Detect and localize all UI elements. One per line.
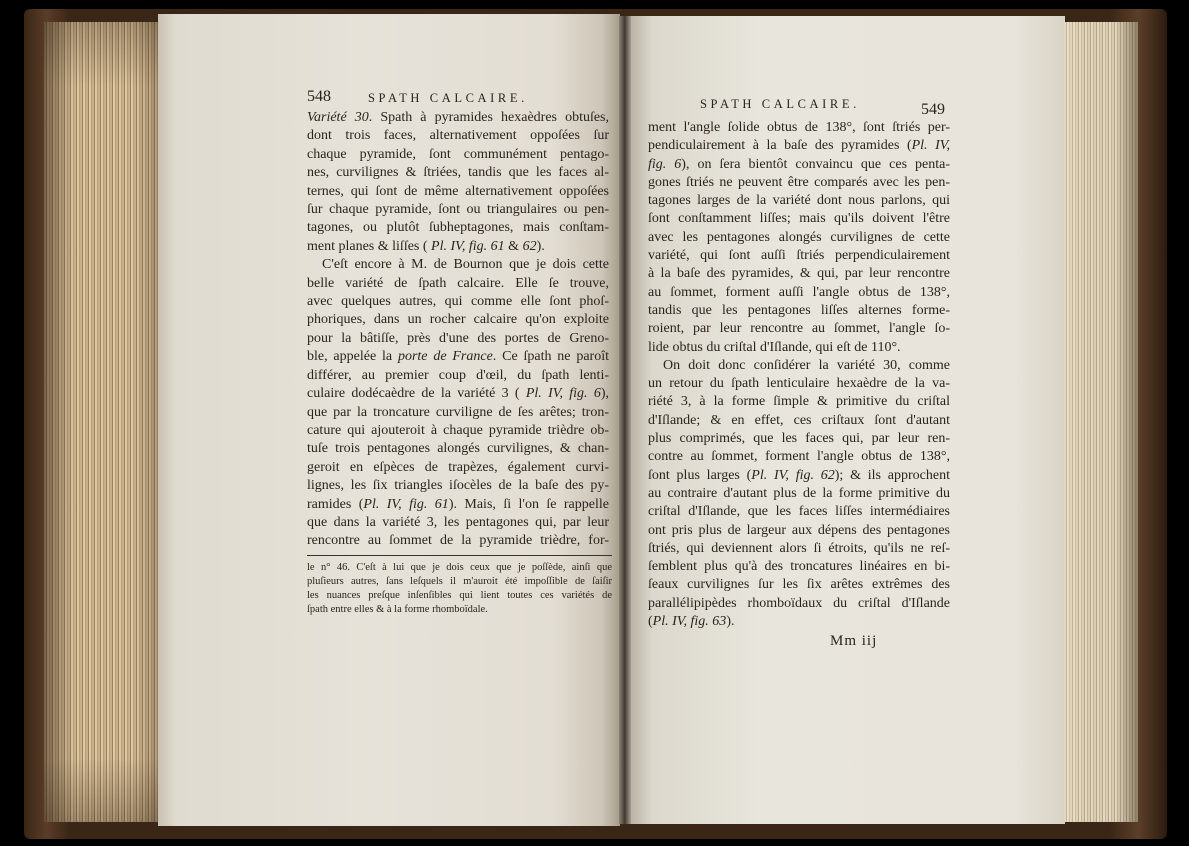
text-line: ont pris plus de largeur aux dépens des pentagones	[648, 522, 950, 538]
italic-text: porte de France	[397, 349, 493, 365]
text-line	[307, 348, 609, 366]
text-column-left	[307, 109, 609, 551]
italic-text: 62	[522, 238, 537, 254]
page-number-left: 548	[307, 88, 331, 105]
italic-text: Pl. IV, fig. 61	[431, 238, 505, 254]
text-line	[648, 467, 950, 485]
text-line: roient, par leur rencontre au ſommet, l'angle ſo-	[648, 321, 950, 337]
text-line: à la baſe des pyramides, & qui, par leur rencontre	[648, 266, 950, 282]
text-line: avec les pentagones alongés curvilignes de cette	[648, 229, 950, 245]
text-segment: culaire dodécaèdre de la variété 3 (	[307, 386, 526, 402]
text-line: ſemblent plus qu'à des troncatures linéaires en bi-	[648, 559, 950, 575]
text-segment: ).	[536, 238, 545, 254]
italic-text: Pl. IV, fig. 63	[652, 614, 727, 630]
text-line: ſur chaque pyramide, ſont ou triangulaires ou pen-	[307, 202, 609, 218]
text-line: d'Iſlande; & en effet, ces criſtaux ſont d'autant	[648, 412, 950, 428]
text-segment: ramides (	[307, 496, 364, 512]
italic-text: Pl. IV, fig. 61	[363, 496, 449, 512]
italic-text: Pl. IV, fig. 62	[751, 467, 835, 483]
italic-text: Variété 30	[307, 110, 369, 125]
paragraph	[307, 109, 609, 256]
text-line: criſtal d'Iſlande, que les faces liſſes intermédiaires	[648, 504, 950, 520]
text-line: C'eſt encore à M. de Bournon que je dois cette	[322, 257, 609, 273]
paragraph	[648, 357, 950, 631]
page-number-right: 549	[921, 101, 945, 118]
text-segment: (	[648, 614, 653, 630]
text-line: contre au ſommet, forment l'angle obtus de 138°,	[648, 449, 950, 465]
text-column-right	[648, 119, 950, 631]
text-line: plus comprimés, que les faces qui, par leur ren-	[648, 431, 950, 447]
text-line: tagones larges de la variété dont nous parlons, qui	[648, 193, 950, 209]
text-segment: ſont plus larges (	[648, 467, 752, 483]
text-segment: . Spath à pyramides hexaèdres obtuſes,	[368, 110, 610, 125]
text-line	[648, 613, 950, 631]
text-line: tagones, ou plutôt ſubheptagones, mais conſtam-	[307, 220, 609, 236]
text-line	[307, 238, 609, 256]
text-line: chaque pyramide, ſont communément pentago-	[307, 146, 609, 162]
text-line: dont trois faces, alternativement oppoſées ſur	[307, 128, 609, 144]
text-line	[307, 109, 609, 127]
footnote	[307, 561, 612, 617]
text-line: différer, au premier coup d'œil, du ſpath lenti-	[307, 367, 609, 383]
text-line: ſont conſtamment liſſes; mais qu'ils doivent l'être	[648, 211, 950, 227]
text-line: nes, curvilignes & ſtriées, tandis que les faces al-	[307, 165, 609, 181]
italic-text: fig. 6	[648, 156, 682, 172]
text-line	[307, 496, 609, 514]
text-line: belle variété de ſpath calcaire. Elle ſe trouve,	[307, 275, 609, 291]
running-head-left: SPATH CALCAIRE.	[368, 91, 528, 105]
text-line: geroit en eſpèces de trapèzes, également curvi-	[307, 459, 609, 475]
text-line: le n° 46. C'eſt à lui que je dois ceux que je poſſède, ainſi que	[307, 562, 612, 573]
right-page-edges	[1064, 22, 1138, 822]
text-segment: ment planes & liſſes (	[307, 238, 432, 254]
text-line: riété 3, à la forme ſimple & primitive du criſtal	[648, 394, 950, 410]
text-segment: &	[504, 238, 523, 254]
paragraph	[307, 256, 609, 551]
text-line: phoriques, dans un rocher calcaire qu'on exploite	[307, 312, 609, 328]
text-line: un retour du ſpath lenticulaire hexaèdre de la va-	[648, 376, 950, 392]
text-line: pour la bâtiſſe, près d'une des portes de Greno-	[307, 330, 609, 346]
text-line: rencontre au ſommet de la pyramide trièdre, for-	[307, 533, 609, 549]
text-line: les nuances preſque inſenſibles qui lient toutes ces variétés de	[307, 590, 612, 601]
footnote-rule	[307, 555, 612, 556]
footnote-paragraph	[307, 561, 612, 617]
text-segment: ble, appelée la	[307, 349, 398, 365]
text-segment: pendiculairement à la baſe des pyramides (	[648, 138, 912, 154]
text-line: pluſieurs autres, ſans leſquels il m'auroit été impoſſible de ſaiſir	[307, 576, 612, 587]
text-line: lide obtus du criſtal d'Iſlande, qui eſt de 110°.	[648, 339, 901, 355]
text-line: ſpath entre elles & à la forme rhomboïdale.	[307, 604, 488, 615]
signature-mark: Mm iij	[830, 633, 878, 649]
text-segment: ). Mais, ſi l'on ſe rappelle	[448, 496, 609, 512]
italic-text: Pl. IV, fig. 6	[525, 386, 601, 402]
text-segment: ).	[726, 614, 735, 630]
paragraph	[648, 119, 950, 357]
text-line	[648, 156, 950, 174]
italic-text: Pl. IV,	[911, 138, 950, 154]
text-segment: . Ce ſpath ne paroît	[492, 349, 609, 365]
text-segment: ), on ſera bientôt convaincu que ces penta-	[681, 156, 951, 172]
text-line: que par la troncature curviligne de ſes arêtes; tron-	[307, 404, 609, 420]
text-line: au contraire d'autant plus de la forme primitive du	[648, 485, 950, 501]
text-line: au ſommet, forment auſſi l'angle obtus de 138°,	[648, 284, 950, 300]
text-line	[648, 137, 950, 155]
text-line: cature qui ajouteroit à chaque pyramide trièdre ob-	[307, 422, 609, 438]
text-line: ſeaux curvilignes ſur les ſix arêtes extrêmes des	[648, 577, 950, 593]
text-line: ſtriés, qui deviennent alors ſi étroits, qu'ils ne reſ-	[648, 540, 950, 556]
text-line: ternes, qui ſont de même alternativement oppoſées	[307, 183, 609, 199]
text-line: On doit donc conſidérer la variété 30, comme	[663, 357, 950, 373]
left-page-edges	[44, 22, 164, 822]
text-line: variété, qui ſont auſſi ſtriés perpendiculairement	[648, 248, 950, 264]
text-line: tandis que les pentagones liſſes alternes forme-	[648, 302, 950, 318]
text-line: lignes, les ſix triangles iſocèles de la baſe des py-	[307, 478, 609, 494]
text-line: parallélipipèdes rhomboïdaux du criſtal d'Iſlande	[648, 595, 950, 611]
running-head-right: SPATH CALCAIRE.	[700, 97, 860, 111]
text-line: ment l'angle ſolide obtus de 138°, ſont ſtriés per-	[648, 120, 950, 135]
text-line: avec quelques autres, qui comme elle ſont phoſ-	[307, 294, 609, 310]
text-line: gones ſtriés ne peuvent être comparés avec les pen-	[648, 174, 950, 190]
text-line	[307, 385, 609, 403]
text-line: que dans la variété 3, les pentagones qui, par leur	[307, 514, 609, 530]
text-segment: ); & ils approchent	[834, 467, 950, 483]
text-segment: ),	[600, 386, 609, 402]
text-line: tuſe trois pentagones alongés curvilignes, & chan-	[307, 441, 609, 457]
